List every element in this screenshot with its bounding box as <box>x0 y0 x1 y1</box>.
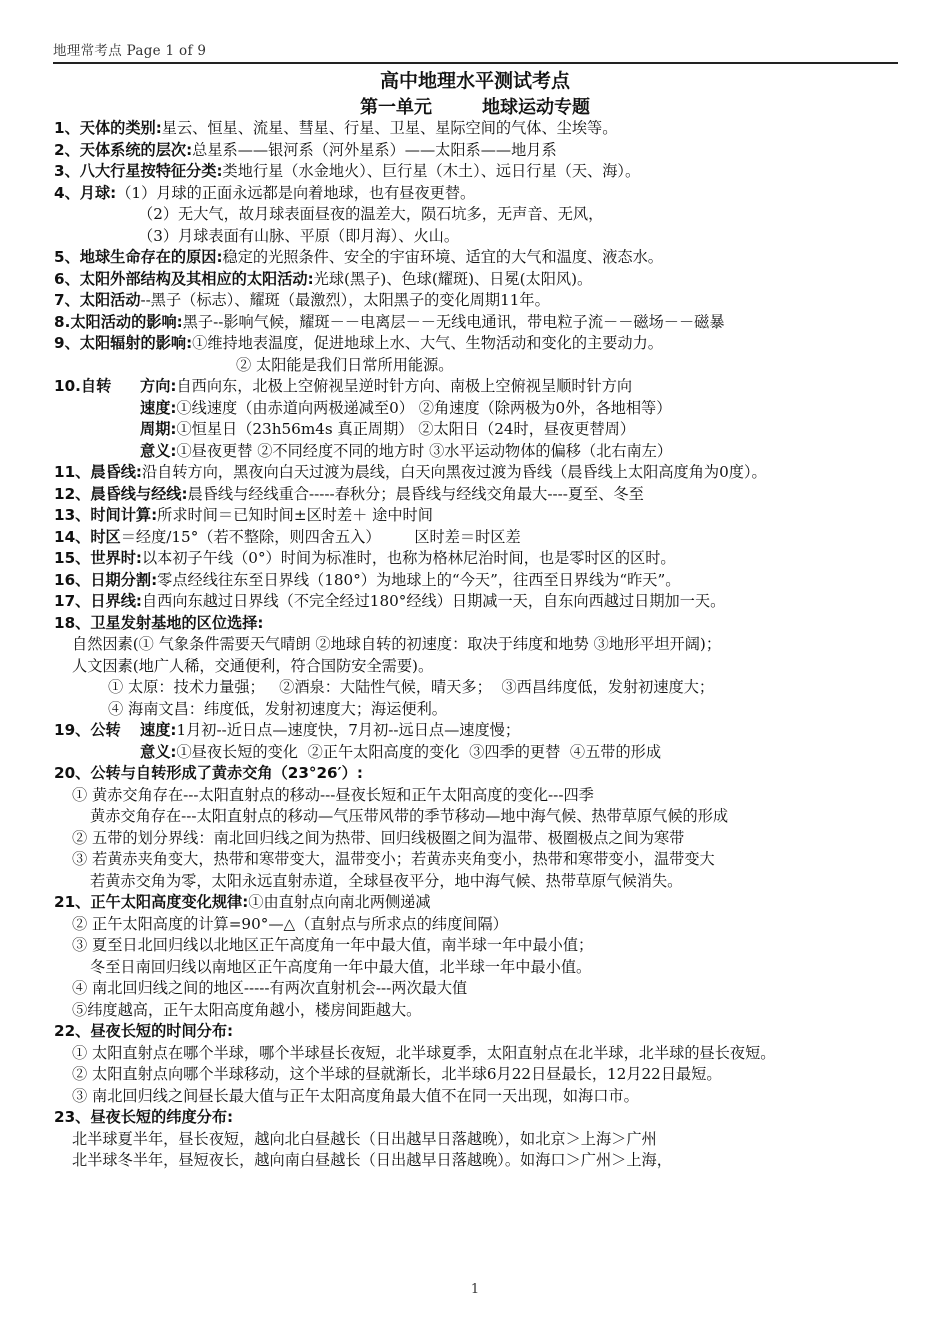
point-21-line-3: ③ 夏至日北回归线以北地区正午高度角一年中最大值，南半球一年中最小值； <box>72 936 594 954</box>
point-7: 7、太阳活动--黑子（标志）、耀斑（最激烈），太阳黑子的变化周期11年。 <box>54 291 550 309</box>
point-20-line-4: ③ 若黄赤夹角变大，热带和寒带变大，温带变小；若黄赤夹角变小，热带和寒带变小，温带变大 <box>72 850 715 868</box>
point-21: 21、正午太阳高度变化规律:①由直射点向南北两侧递减 <box>54 893 431 911</box>
point-10-significance: 意义:①昼夜更替 ②不同经度不同的地方时 ③水平运动物体的偏移（北右南左） <box>140 441 673 460</box>
document-body <box>54 118 900 1172</box>
point-20-line-3: ② 五带的划分界线：南北回归线之间为热带、回归线极圈之间为温带、极圈极点之间为寒带 <box>72 828 685 847</box>
point-4-line-2: （2）无大气，故月球表面昼夜的温差大，陨石坑多，无声音、无风， <box>138 205 604 223</box>
point-14: 14、时区＝经度/15°（若不整除，则四舍五入） 区时差＝时区差 <box>54 527 521 546</box>
unit-label: 第一单元 <box>360 97 432 118</box>
point-10-speed: 速度:①线速度（由赤道向两极递减至0） ②角速度（除两极为0外，各地相等） <box>140 398 672 417</box>
point-22-line-2: ② 太阳直射点向哪个半球移动，这个半球的昼就渐长，北半球6月22日昼最长，12月22日最短。 <box>72 1065 722 1083</box>
point-18-sites-1: ① 太原：技术力量强； ②酒泉：大陆性气候，晴天多； ③西昌纬度低，发射初速度大； <box>108 678 715 696</box>
point-18-human: 人文因素(地广人稀，交通便利，符合国防安全需要)。 <box>72 656 434 675</box>
point-21-line-4: 冬至日南回归线以南地区正午高度角一年中最大值，北半球一年中最小值。 <box>90 957 592 976</box>
point-6: 6、太阳外部结构及其相应的太阳活动:光球(黑子)、色球(耀斑)、日冕(太阳风)。 <box>54 269 593 288</box>
point-8: 8.太阳活动的影响:黑子--影响气候，耀斑－－电离层－－无线电通讯，带电粒子流－－磁场－－磁暴 <box>54 312 725 331</box>
document-title: 高中地理水平测试考点 <box>379 70 570 92</box>
point-20-line-5: 若黄赤交角为零，太阳永远直射赤道，全球昼夜平分，地中海气候、热带草原气候消失。 <box>90 871 683 890</box>
point-9-line-2: ② 太阳能是我们日常所用能源。 <box>236 355 454 374</box>
point-12: 12、晨昏线与经线:晨昏线与经线重合-----春秋分；晨昏线与经线交角最大----夏至、冬至 <box>54 484 644 503</box>
point-4-line-3: （3）月球表面有山脉、平原（即月海）、火山。 <box>138 226 460 245</box>
point-20-line-1: ① 黄赤交角存在---太阳直射点的移动---昼夜长短和正午太阳高度的变化---四季 <box>72 785 594 804</box>
point-5: 5、地球生命存在的原因:稳定的光照条件、安全的宇宙环境、适宜的大气和温度、液态水。 <box>54 248 663 266</box>
point-22-line-1: ① 太阳直射点在哪个半球，哪个半球昼长夜短，北半球夏季，太阳直射点在北半球，北半球的昼长夜短。 <box>72 1043 776 1062</box>
point-18-natural: 自然因素(① 气象条件需要天气晴朗 ②地球自转的初速度：取决于纬度和地势 ③地形平坦开阔)； <box>72 635 722 653</box>
unit-subtitle <box>0 93 950 119</box>
point-10-period: 周期:①恒星日（23h56m4s 真正周期） ②太阳日（24时，昼夜更替周） <box>140 420 636 438</box>
page-number: 1 <box>470 1282 480 1297</box>
point-18: 18、卫星发射基地的区位选择: <box>54 613 264 632</box>
point-2: 2、天体系统的层次:总星系——银河系（河外星系）——太阳系——地月系 <box>54 140 557 159</box>
point-13: 13、时间计算:所求时间＝已知时间±区时差＋ 途中时间 <box>54 506 433 524</box>
point-23-line-1: 北半球夏半年，昼长夜短，越向北白昼越长（日出越早日落越晚），如北京＞上海＞广州 <box>72 1129 657 1148</box>
point-3: 3、八大行星按特征分类:类地行星（水金地火）、巨行星（木土）、远日行星（天、海）。 <box>54 162 641 180</box>
point-11: 11、晨昏线:沿自转方向，黑夜向白天过渡为晨线，白天向黑夜过渡为昏线（晨昏线上太阳高度角为0度）。 <box>54 463 767 481</box>
point-1: 1、天体的类别:星云、恒星、流星、彗星、行星、卫星、星际空间的气体、尘埃等。 <box>54 119 618 137</box>
point-10: 10.自转 方向:自西向东，北极上空俯视呈逆时针方向、南极上空俯视呈顺时针方向 <box>54 377 633 395</box>
point-15: 15、世界时:以本初子午线（0°）时间为标准时，也称为格林尼治时间，也是零时区的区时。 <box>54 549 676 567</box>
point-17: 17、日界线:自西向东越过日界线（不完全经过180°经线）日期减一天，自东向西越过日期加一天。 <box>54 592 726 610</box>
topic-label: 地球运动专题 <box>482 97 590 118</box>
page-header: 地理常考点 Page 1 of 9 <box>53 42 898 64</box>
point-21-line-6: ⑤纬度越高，正午太阳高度角越小，楼房间距越大。 <box>72 1000 422 1019</box>
point-4: 4、月球:（1）月球的正面永远都是向着地球，也有昼夜更替。 <box>54 183 476 202</box>
point-9: 9、太阳辐射的影响:①维持地表温度，促进地球上水、大气、生物活动和变化的主要动力。 <box>54 334 663 352</box>
point-22: 22、昼夜长短的时间分布: <box>54 1022 234 1040</box>
point-22-line-3: ③ 南北回归线之间昼长最大值与正午太阳高度角最大值不在同一天出现，如海口市。 <box>72 1086 639 1105</box>
point-23-line-2: 北半球冬半年，昼短夜长，越向南白昼越长（日出越早日落越晚）。如海口＞广州＞上海， <box>72 1151 672 1169</box>
point-19: 19、公转 速度:1月初--近日点—速度快，7月初--远日点—速度慢； <box>54 721 521 739</box>
point-16: 16、日期分割:零点经线往东至日界线（180°）为地球上的“今天”，往西至日界线为“昨天”。 <box>54 570 681 589</box>
point-21-line-2: ② 正午太阳高度的计算=90°—△（直射点与所求点的纬度间隔） <box>72 914 508 933</box>
point-21-line-5: ④ 南北回归线之间的地区-----有两次直射机会---两次最大值 <box>72 979 468 997</box>
point-19-significance: 意义:①昼夜长短的变化 ②正午太阳高度的变化 ③四季的更替 ④五带的形成 <box>140 742 662 761</box>
point-20: 20、公转与自转形成了黄赤交角（23°26′）: <box>54 764 363 782</box>
point-18-sites-2: ④ 海南文昌：纬度低，发射初速度大；海运便利。 <box>108 699 447 718</box>
point-20-line-2: 黄赤交角存在---太阳直射点的移动—气压带风带的季节移动—地中海气候、热带草原气候的形成 <box>90 807 729 825</box>
point-23: 23、昼夜长短的纬度分布: <box>54 1108 234 1126</box>
